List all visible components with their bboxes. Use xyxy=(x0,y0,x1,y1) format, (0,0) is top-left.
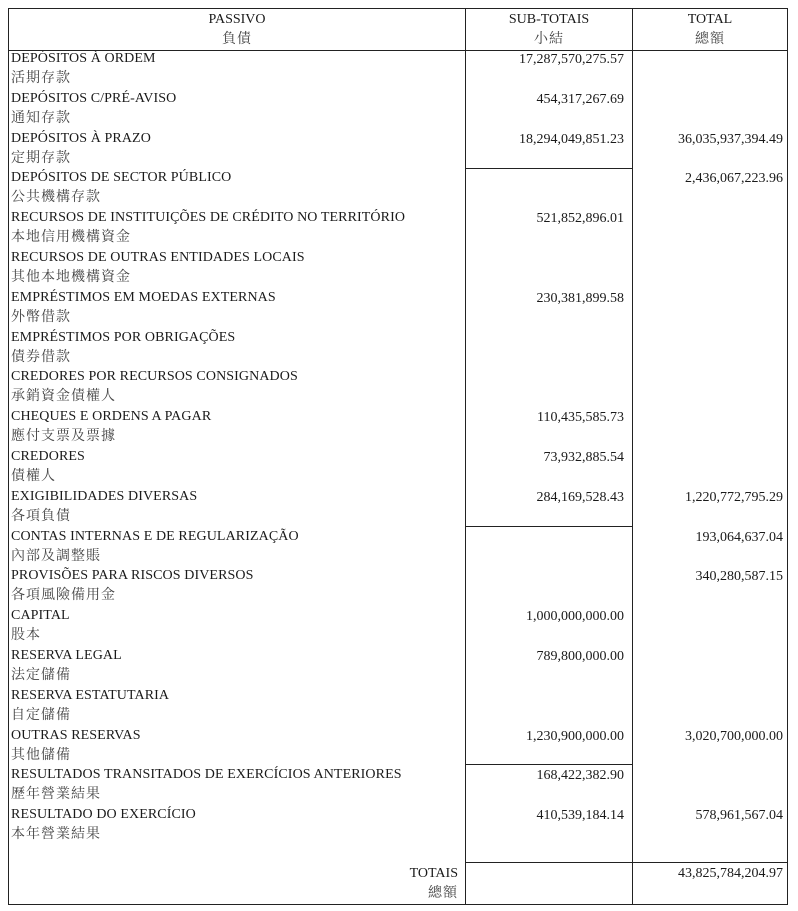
row-label-zh: 本地信用機構資金 xyxy=(11,230,131,246)
row-label-pt: EMPRÉSTIMOS EM MOEDAS EXTERNAS xyxy=(11,289,276,305)
row-subtotal-value: 18,294,049,851.23 xyxy=(519,131,624,147)
border-left xyxy=(8,8,9,905)
row-label-pt: CAPITAL xyxy=(11,608,70,624)
totals-label-pt: TOTAIS xyxy=(409,866,458,881)
row-label-pt: DEPÓSITOS C/PRÉ-AVISO xyxy=(11,90,177,106)
header-separator xyxy=(8,50,788,51)
header-subtotais-zh: 小結 xyxy=(534,32,564,47)
header-subtotais-pt: SUB-TOTAIS xyxy=(508,12,590,27)
header-passivo-pt: PASSIVO xyxy=(208,12,266,27)
row-label-zh: 本年營業結果 xyxy=(11,827,101,843)
subtotal-group-line-3 xyxy=(466,764,632,765)
row-label-pt: CREDORES xyxy=(11,449,85,464)
row-subtotal-value: 410,539,184.14 xyxy=(536,808,624,824)
row-label-pt: DEPÓSITOS DE SECTOR PÚBLICO xyxy=(11,170,232,186)
row-total-value: 193,064,637.04 xyxy=(695,529,783,545)
row-subtotal-value: 789,800,000.00 xyxy=(536,649,624,664)
row-label-zh: 股本 xyxy=(11,628,41,644)
row-label-pt: OUTRAS RESERVAS xyxy=(11,727,141,743)
row-total-value: 1,220,772,795.29 xyxy=(685,489,783,505)
row-label-pt: DEPÓSITOS À PRAZO xyxy=(11,130,151,146)
row-subtotal-value: 110,435,585.73 xyxy=(537,410,624,426)
row-label-zh: 活期存款 xyxy=(11,71,71,86)
row-label-pt: RESERVA LEGAL xyxy=(11,648,122,663)
row-label-zh: 其他本地機構資金 xyxy=(11,270,131,285)
totals-label-zh: 總額 xyxy=(428,886,458,901)
row-label-zh: 各項負債 xyxy=(11,508,71,524)
row-label-pt: RESULTADOS TRANSITADOS DE EXERCÍCIOS ANTERIORES xyxy=(11,767,402,783)
row-subtotal-value: 230,381,899.58 xyxy=(536,290,624,306)
row-label-pt: RESULTADO DO EXERCÍCIO xyxy=(11,807,196,823)
row-label-zh: 債券借款 xyxy=(11,349,71,365)
row-subtotal-value: 168,422,382.90 xyxy=(536,768,624,784)
row-total-value: 2,436,067,223.96 xyxy=(685,171,783,187)
header-total-pt: TOTAL xyxy=(687,12,733,27)
row-label-pt: CHEQUES E ORDENS A PAGAR xyxy=(11,409,212,425)
row-subtotal-value: 1,230,900,000.00 xyxy=(526,728,624,744)
row-label-pt: EMPRÉSTIMOS POR OBRIGAÇÕES xyxy=(11,329,236,345)
row-label-pt: RECURSOS DE INSTITUIÇÕES DE CRÉDITO NO TERRITÓRIO xyxy=(11,210,406,226)
row-label-pt: CONTAS INTERNAS E DE REGULARIZAÇÃO xyxy=(11,528,299,544)
header-passivo-zh: 負債 xyxy=(222,32,252,47)
row-label-pt: EXIGIBILIDADES DIVERSAS xyxy=(11,488,198,504)
row-subtotal-value: 284,169,528.43 xyxy=(536,489,624,505)
row-label-zh: 自定儲備 xyxy=(11,707,71,723)
row-label-zh: 應付支票及票據 xyxy=(11,429,116,445)
subtotal-group-line-2 xyxy=(466,526,632,527)
column-divider-1 xyxy=(465,8,466,905)
row-label-pt: RESERVA ESTATUTARIA xyxy=(11,687,170,703)
row-label-zh: 各項風險備用金 xyxy=(11,588,116,604)
row-subtotal-value: 73,932,885.54 xyxy=(543,450,624,465)
row-label-pt: CREDORES POR RECURSOS CONSIGNADOS xyxy=(11,369,298,385)
row-subtotal-value: 17,287,570,275.57 xyxy=(519,52,624,67)
row-label-zh: 承銷資金債權人 xyxy=(11,389,116,405)
row-subtotal-value: 1,000,000,000.00 xyxy=(526,609,624,625)
header-total-zh: 總額 xyxy=(695,32,725,47)
subtotal-group-line-1 xyxy=(466,168,632,169)
totals-total-value: 43,825,784,204.97 xyxy=(678,866,783,881)
column-divider-2 xyxy=(632,8,633,905)
row-total-value: 578,961,567.04 xyxy=(695,808,783,824)
total-column-line xyxy=(633,862,787,863)
row-label-zh: 通知存款 xyxy=(11,110,71,126)
row-subtotal-value: 454,317,267.69 xyxy=(536,91,624,107)
row-label-pt: RECURSOS DE OUTRAS ENTIDADES LOCAIS xyxy=(11,250,305,265)
row-total-value: 3,020,700,000.00 xyxy=(685,728,783,744)
row-label-zh: 定期存款 xyxy=(11,150,71,166)
row-label-zh: 歷年營業結果 xyxy=(11,787,101,803)
row-label-zh: 外幣借款 xyxy=(11,309,71,325)
row-label-pt: PROVISÕES PARA RISCOS DIVERSOS xyxy=(11,568,254,584)
row-label-zh: 公共機構存款 xyxy=(11,190,101,206)
row-label-zh: 債權人 xyxy=(11,469,56,484)
subtotal-group-line-4 xyxy=(466,862,632,863)
border-bottom xyxy=(8,904,788,905)
row-label-zh: 法定儲備 xyxy=(11,668,71,683)
border-top xyxy=(8,8,788,9)
border-right xyxy=(787,8,788,905)
row-label-zh: 其他儲備 xyxy=(11,747,71,763)
row-total-value: 36,035,937,394.49 xyxy=(678,131,783,147)
row-label-zh: 內部及調整賬 xyxy=(11,548,101,564)
row-total-value: 340,280,587.15 xyxy=(695,569,783,585)
row-label-pt: DEPÓSITOS À ORDEM xyxy=(11,51,156,66)
row-subtotal-value: 521,852,896.01 xyxy=(536,211,624,227)
